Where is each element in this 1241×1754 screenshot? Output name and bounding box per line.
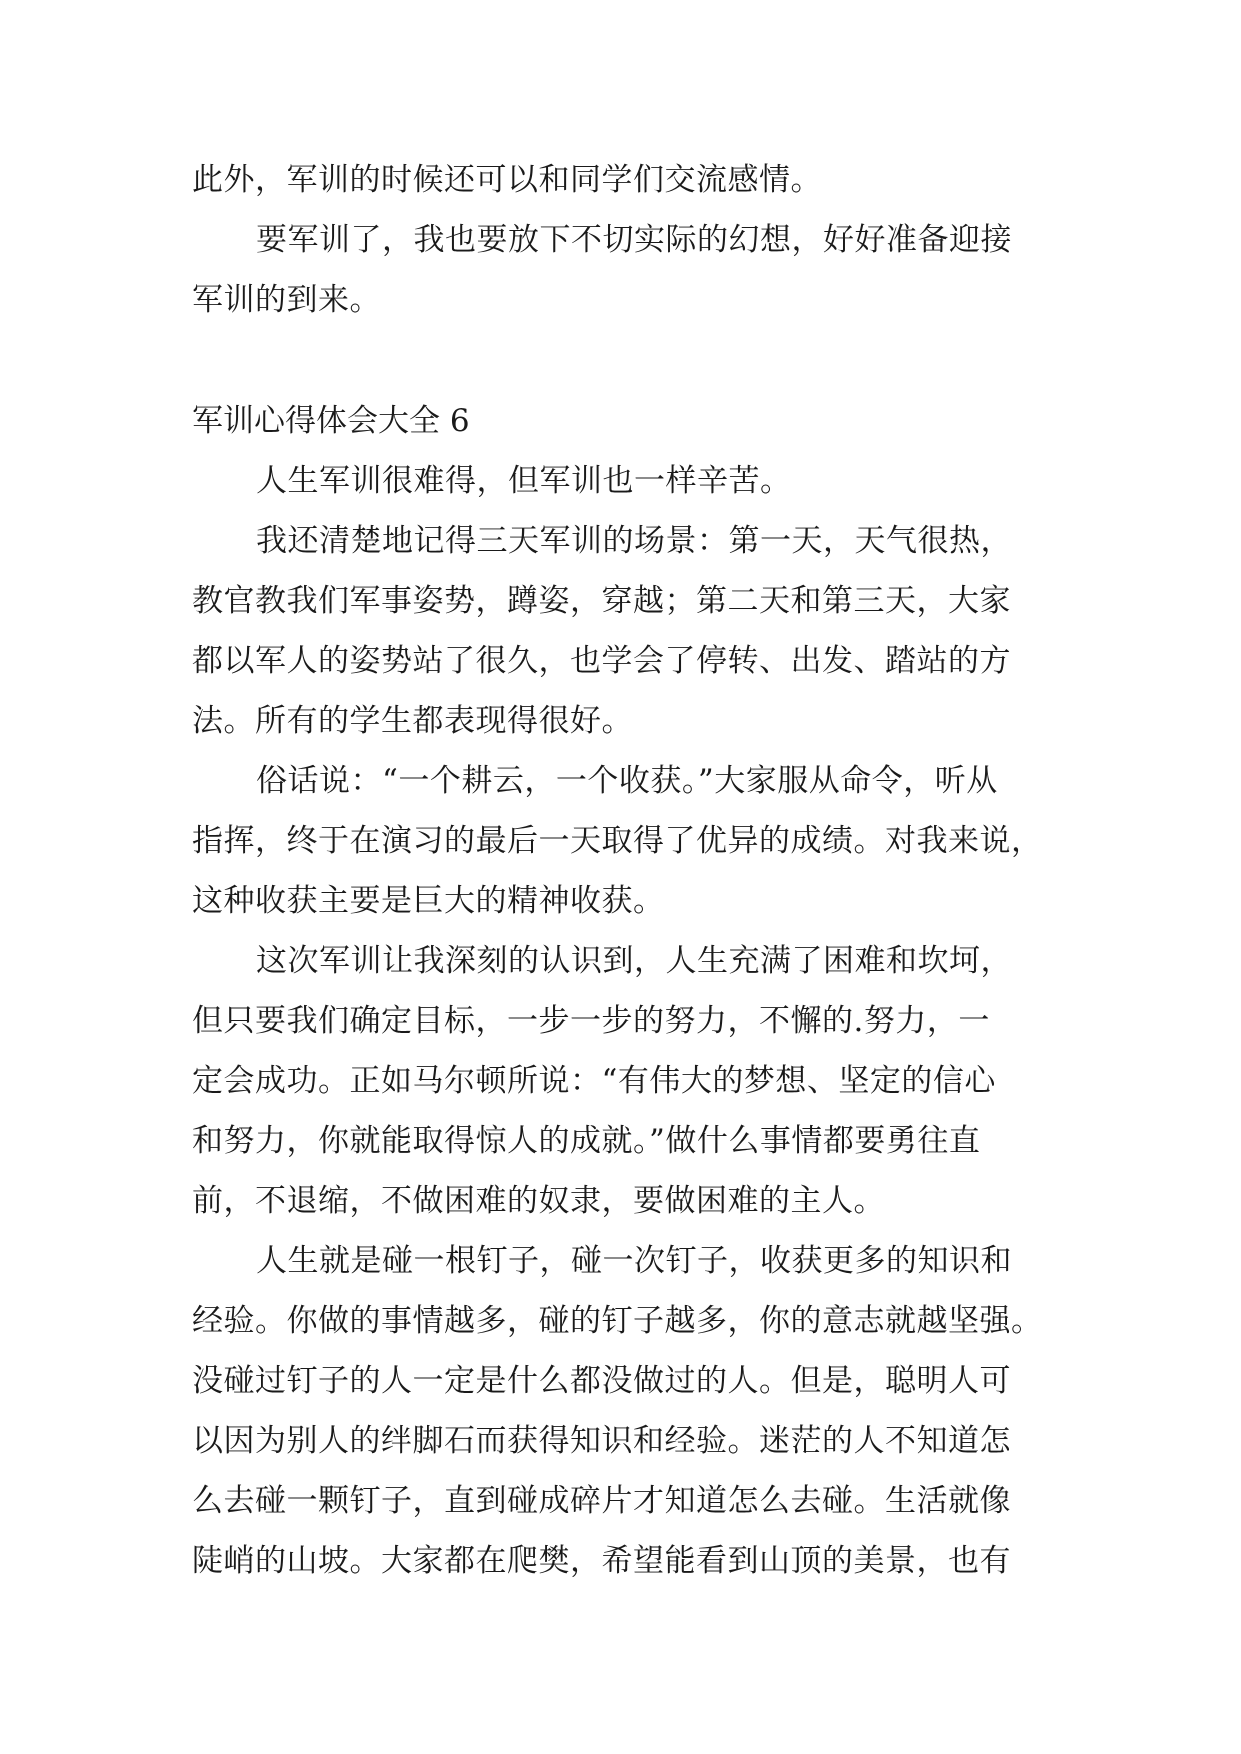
text-line: 人生就是碰一根钉子，碰一次钉子，收获更多的知识和	[256, 1243, 1012, 1279]
text-line: 人生军训很难得，但军训也一样辛苦。	[256, 463, 792, 499]
paragraph	[192, 451, 1062, 511]
text-line: 陡峭的山坡。大家都在爬樊，希望能看到山顶的美景，也有	[192, 1543, 1011, 1579]
text-line: 法。所有的学生都表现得很好。	[192, 703, 633, 739]
paragraph	[192, 150, 1062, 210]
paragraph	[192, 931, 1062, 1231]
section-title: 军训心得体会大全 6	[192, 403, 470, 439]
text-line: 教官教我们军事姿势，蹲姿，穿越；第二天和第三天，大家	[192, 583, 1011, 619]
text-line: 俗话说：“一个耕云，一个收获。”大家服从命令，听从	[256, 763, 998, 799]
text-line: 这种收获主要是巨大的精神收获。	[192, 883, 665, 919]
section-heading	[192, 391, 1062, 451]
text-line: 定会成功。正如马尔顿所说：“有伟大的梦想、坚定的信心	[192, 1063, 996, 1099]
section-spacer	[192, 330, 1062, 391]
paragraph	[192, 1231, 1062, 1591]
text-line: 都以军人的姿势站了很久，也学会了停转、出发、踏站的方	[192, 643, 1011, 679]
text-line: 经验。你做的事情越多，碰的钉子越多，你的意志就越坚强。	[192, 1303, 1043, 1339]
paragraph	[192, 751, 1062, 931]
text-line: 此外，军训的时候还可以和同学们交流感情。	[192, 162, 822, 198]
text-line: 这次军训让我深刻的认识到，人生充满了困难和坎坷，	[256, 943, 1012, 979]
document-body	[192, 150, 1062, 1591]
text-line: 么去碰一颗钉子，直到碰成碎片才知道怎么去碰。生活就像	[192, 1483, 1011, 1519]
text-line: 以因为别人的绊脚石而获得知识和经验。迷茫的人不知道怎	[192, 1423, 1011, 1459]
text-line: 指挥，终于在演习的最后一天取得了优异的成绩。对我来说，	[192, 823, 1043, 859]
text-line: 没碰过钉子的人一定是什么都没做过的人。但是，聪明人可	[192, 1363, 1011, 1399]
paragraph	[192, 511, 1062, 751]
text-line: 要军训了，我也要放下不切实际的幻想，好好准备迎接	[256, 222, 1012, 258]
text-line: 我还清楚地记得三天军训的场景：第一天，天气很热，	[256, 523, 1012, 559]
paragraph	[192, 210, 1062, 330]
text-line: 和努力，你就能取得惊人的成就。”做什么事情都要勇往直	[192, 1123, 981, 1159]
text-line: 前，不退缩，不做困难的奴隶，要做困难的主人。	[192, 1183, 885, 1219]
text-line: 军训的到来。	[192, 282, 381, 318]
text-line: 但只要我们确定目标，一步一步的努力，不懈的.努力，一	[192, 1003, 990, 1039]
